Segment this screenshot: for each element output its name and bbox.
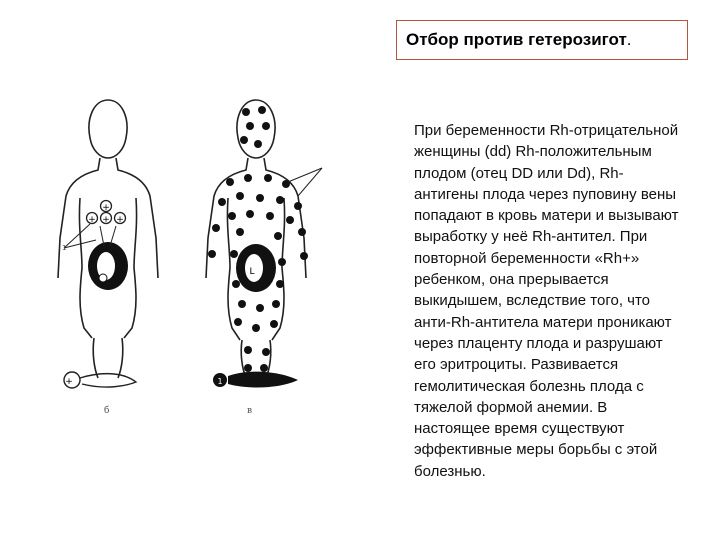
slide-title-dot: . <box>626 30 632 49</box>
fetus-marker: L <box>249 267 255 277</box>
marker-plus: + <box>116 215 124 225</box>
left-legs <box>93 338 123 378</box>
left-uterus <box>88 242 128 290</box>
newborn-plus: + <box>65 377 73 387</box>
marker-plus: + <box>102 203 110 213</box>
newborn-marker: 1 <box>217 377 223 386</box>
left-newborn <box>64 372 136 388</box>
line-label: 1 <box>62 244 67 252</box>
left-antigen-markers <box>87 201 126 226</box>
right-spots <box>208 106 308 372</box>
right-uterus <box>236 244 276 292</box>
figure-label-v: в <box>247 406 253 416</box>
slide-body-text: При беременности Rh-отрицательной женщины (dd) Rh-положительным плодом (отец DD или Dd), Rh-антигены плода через пуповину вены попадают в кровь матери и вызывают выработку у неё Rh-антител. При повторной беременности «Rh+» ребенком, она прерывается выкидышем, вследствие того, что анти-Rh-антитела матери проникают через плаценту плода и разрушают его эритроциты. Развивается гемолитическая болезнь плода с тяжелой формой анемии. В настоящее время существуют эффективные меры борьбы с этой болезнью. <box>414 122 679 480</box>
right-newborn <box>213 372 298 388</box>
slide-title: Отбор против гетерозигот <box>406 30 627 49</box>
slide-title-box <box>396 20 688 60</box>
rh-conflict-illustration <box>36 78 336 428</box>
figure-label-b: б <box>104 406 110 416</box>
marker-plus: + <box>88 215 96 225</box>
right-arrow <box>288 168 322 196</box>
marker-plus: + <box>102 215 110 225</box>
